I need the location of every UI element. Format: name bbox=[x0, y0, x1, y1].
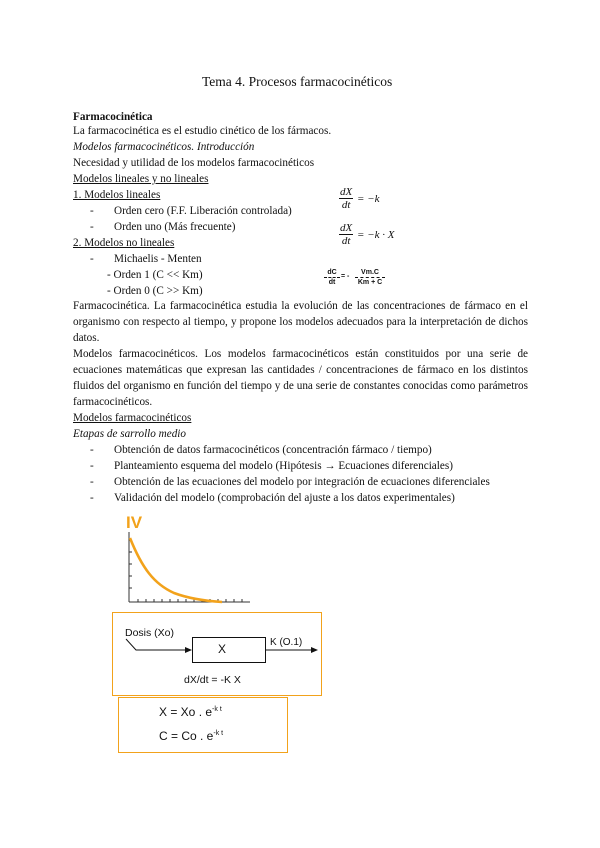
eq-c-exponent: -k t bbox=[213, 730, 224, 737]
eq3-right-fraction bbox=[355, 268, 385, 287]
step-3-text: Obtención de las ecuaciones del modelo por integración de ecuaciones diferenciales bbox=[114, 476, 490, 488]
dosis-label: Dosis (Xo) bbox=[125, 627, 175, 639]
diffeq-label: dX/dt = -K X bbox=[184, 674, 241, 686]
step-2-text: Planteamiento esquema del modelo (Hipótesis → Ecuaciones diferenciales) bbox=[114, 460, 453, 472]
orden1-mm-text: - Orden 1 (C << Km) bbox=[107, 269, 203, 281]
bullet-dash: - bbox=[90, 221, 94, 233]
bullet-dash: - bbox=[90, 492, 94, 504]
list-item-orden-uno bbox=[90, 219, 235, 235]
orden-uno-text: Orden uno (Más frecuente) bbox=[114, 221, 236, 233]
lin-nolin-heading: Modelos lineales y no lineales bbox=[73, 173, 209, 185]
necesidad-text: Necesidad y utilidad de los modelos farmacocinéticos bbox=[73, 157, 315, 169]
bullet-dash: - bbox=[90, 253, 94, 265]
bullet-dash: - bbox=[90, 444, 94, 456]
dosis-arrow-head bbox=[185, 647, 192, 653]
modelos-heading-2: Modelos farmacocinéticos bbox=[73, 412, 192, 424]
list-item-orden-cero bbox=[90, 203, 292, 219]
eq-x-exponent: -k t bbox=[212, 706, 222, 713]
list-item-step-1 bbox=[90, 442, 432, 458]
eq3-mid: = - bbox=[341, 273, 350, 280]
eq2-num: dX bbox=[340, 222, 353, 234]
eq-x-solution bbox=[159, 705, 222, 719]
eq1-num: dX bbox=[340, 186, 353, 198]
step-1-text: Obtención de datos farmacocinéticos (concentración fármaco / tiempo) bbox=[114, 444, 432, 456]
list-item-step-3 bbox=[90, 474, 490, 490]
eq1-rest: = −k bbox=[357, 193, 380, 205]
decay-curve bbox=[130, 538, 222, 602]
paragraph-modelos: Modelos farmacocinéticos. Los modelos farmacocinéticos están constituidos por una serie de ecuaciones matemáticas que expresan las cantidades / concentraciones de fármaco en los distintos fluidos del organismo en función del tiempo y de una serie de constantes conocidas como parámetros farmacocinéticos. bbox=[73, 348, 528, 408]
etapas-subtitle: Etapas de sarrollo medio bbox=[73, 428, 187, 440]
compartment-label: X bbox=[218, 642, 227, 656]
modelos-intro-subtitle: Modelos farmacocinéticos. Introducción bbox=[73, 141, 255, 153]
eq3-den-left: dt bbox=[328, 279, 336, 286]
k-label: K (O.1) bbox=[270, 637, 303, 648]
eq1-fraction bbox=[339, 186, 353, 211]
eq3-den-right: Km + C bbox=[357, 279, 383, 286]
bullet-dash: - bbox=[90, 460, 94, 472]
page-title: Tema 4. Procesos farmacocinéticos bbox=[202, 74, 393, 89]
iv-decay-plot bbox=[118, 508, 254, 606]
eq3-left-fraction bbox=[324, 268, 340, 287]
orden-cero-text: Orden cero (F.F. Liberación controlada) bbox=[114, 205, 292, 217]
bullet-dash: - bbox=[90, 476, 94, 488]
eq-c-text: C = Co . e bbox=[159, 729, 214, 743]
no-lineales-heading: 2. Modelos no lineales bbox=[73, 237, 175, 249]
paragraph-farmacocinetica: Farmacocinética. La farmacocinética estudia la evolución de las concentraciones de fármaco en el organismo con respecto al tiempo, y propone los modelos adecuados para la interpretación de dichos datos. bbox=[73, 300, 528, 344]
intro-text: La farmacocinética es el estudio cinético de los fármacos. bbox=[73, 125, 332, 137]
compartment-box bbox=[192, 637, 266, 663]
dosis-arrow bbox=[126, 639, 186, 650]
list-item-step-4 bbox=[90, 490, 455, 506]
eq-c-solution bbox=[159, 729, 223, 743]
eq2-fraction bbox=[339, 222, 353, 247]
elim-arrow-head bbox=[311, 647, 318, 653]
eq3-num-left: dC bbox=[324, 268, 340, 278]
michaelis-text: Michaelis - Menten bbox=[114, 253, 202, 265]
eq1-den: dt bbox=[341, 199, 351, 211]
eq2-den: dt bbox=[341, 235, 351, 247]
list-item-step-2 bbox=[90, 458, 453, 474]
eq-x-text: X = Xo . e bbox=[159, 705, 213, 719]
step-4-text: Validación del modelo (comprobación del ajuste a los datos experimentales) bbox=[114, 492, 455, 504]
bullet-dash: - bbox=[90, 205, 94, 217]
section-heading: Farmacocinética bbox=[73, 111, 153, 123]
lineales-heading: 1. Modelos lineales bbox=[73, 189, 161, 201]
list-item-michaelis bbox=[90, 251, 202, 267]
orden0-mm-text: - Orden 0 (C >> Km) bbox=[107, 285, 203, 297]
iv-label: IV bbox=[126, 513, 143, 532]
eq3-num-right: Vm.C bbox=[355, 268, 385, 278]
eq2-rest: = −k · X bbox=[357, 229, 395, 241]
